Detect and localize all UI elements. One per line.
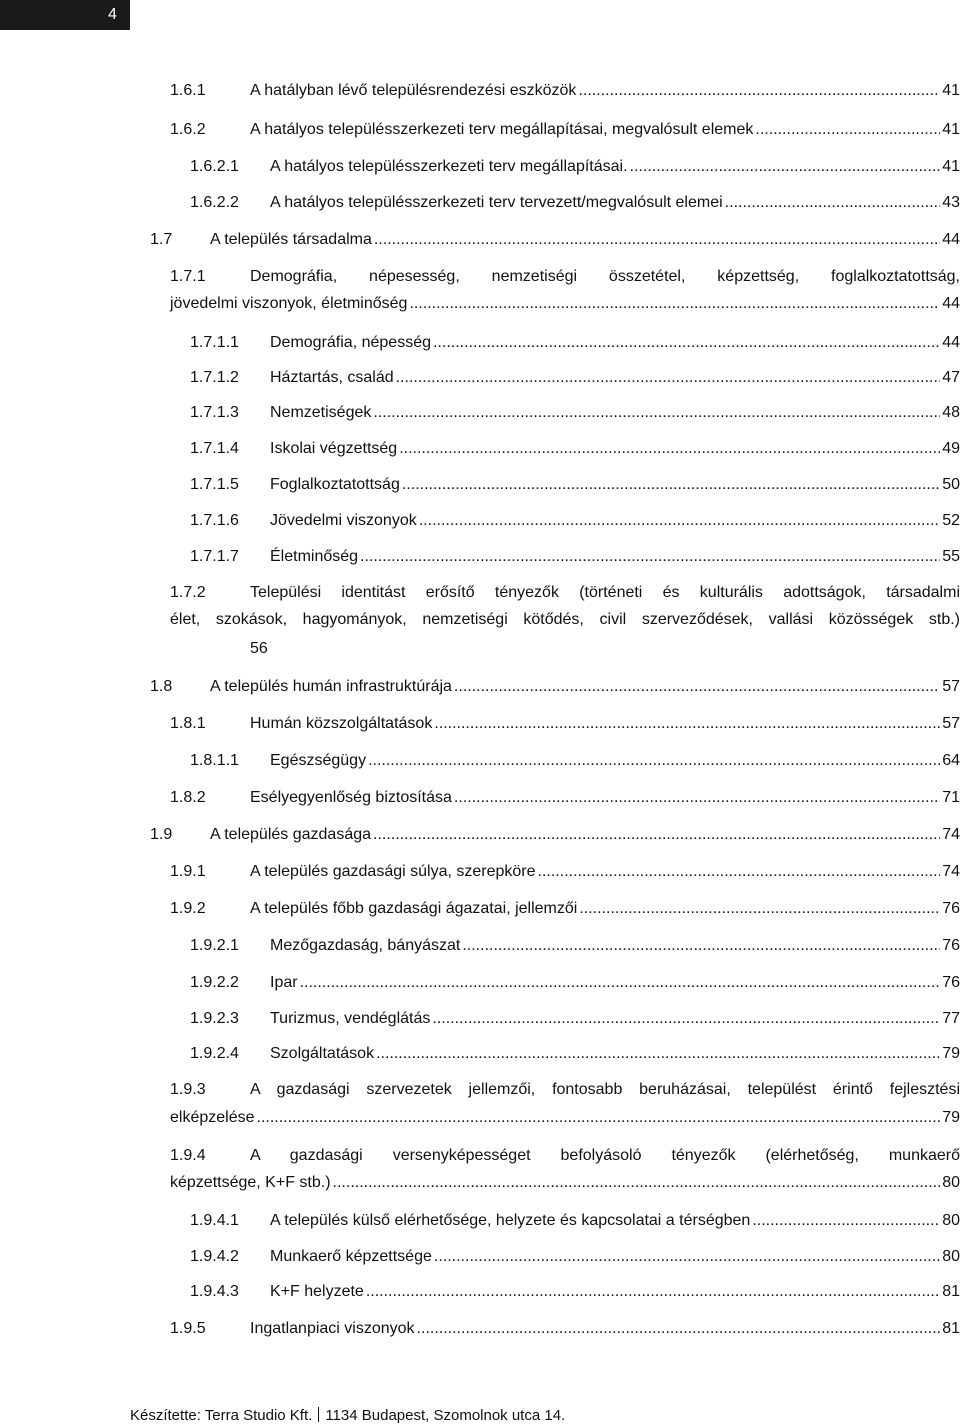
toc-title: A település társadalma xyxy=(210,231,372,248)
toc-entry[interactable] xyxy=(170,787,960,809)
toc-page: 74 xyxy=(942,863,960,880)
toc-entry[interactable] xyxy=(190,156,960,178)
toc-leader xyxy=(409,293,940,315)
toc-leader xyxy=(432,1008,940,1030)
toc-leader xyxy=(374,229,940,251)
toc-number: 1.9.4.1 xyxy=(190,1212,239,1229)
toc-entry[interactable] xyxy=(190,332,960,354)
toc-entry[interactable] xyxy=(190,972,960,994)
toc-leader xyxy=(366,1281,940,1303)
toc-entry[interactable] xyxy=(190,546,960,568)
toc-entry[interactable] xyxy=(170,898,960,920)
toc-page: 76 xyxy=(942,937,960,954)
toc-title: A hatályos településszerkezeti terv megállapításai. xyxy=(270,158,628,175)
toc-number: 1.7.1.7 xyxy=(190,548,239,565)
toc-entry-line2[interactable] xyxy=(170,1107,960,1129)
toc-title: Demográfia, népesesség, nemzetiségi összetétel, képzettség, foglalkoztatottság, xyxy=(250,268,960,285)
toc-number: 1.9.4.2 xyxy=(190,1248,239,1265)
toc-number: 1.9.1 xyxy=(170,863,206,880)
footer-separator xyxy=(318,1407,319,1422)
toc-title: Demográfia, népesség xyxy=(270,334,431,351)
toc-leader xyxy=(755,119,940,141)
toc-page: 80 xyxy=(942,1212,960,1229)
toc-leader xyxy=(368,750,940,772)
toc-page: 76 xyxy=(942,900,960,917)
toc-leader xyxy=(454,676,940,698)
toc-entry[interactable] xyxy=(170,713,960,735)
toc-number: 1.6.2 xyxy=(170,121,206,138)
toc-title: Háztartás, család xyxy=(270,369,394,386)
toc-page: 44 xyxy=(942,334,960,351)
toc-entry-line2[interactable] xyxy=(170,293,960,315)
toc-page: 41 xyxy=(942,82,960,99)
toc-number: 1.8.1 xyxy=(170,715,206,732)
toc-title: Egészségügy xyxy=(270,752,367,769)
toc-leader xyxy=(402,474,940,496)
toc-title: A gazdasági versenyképességet befolyásoló tényezők (elérhetőség, munkaerő xyxy=(250,1147,960,1164)
toc-title-continued: élet, szokások, hagyományok, nemzetiségi kötődés, civil szerveződések, vallási közösségek stb.) xyxy=(170,611,960,628)
toc-page: 64 xyxy=(942,752,960,769)
toc-number: 1.9.3 xyxy=(170,1081,206,1098)
toc-page: 81 xyxy=(942,1320,960,1337)
toc-number: 1.9.2.3 xyxy=(190,1010,239,1027)
toc-page: 43 xyxy=(942,194,960,211)
toc-entry-line1[interactable] xyxy=(170,1079,960,1101)
toc-entry[interactable] xyxy=(170,861,960,883)
toc-number: 1.7.1 xyxy=(170,268,206,285)
toc-title: Mezőgazdaság, bányászat xyxy=(270,937,461,954)
toc-number: 1.9.2.4 xyxy=(190,1045,239,1062)
toc-leader xyxy=(373,402,940,424)
toc-number: 1.9.4.3 xyxy=(190,1283,239,1300)
toc-number: 1.7.1.3 xyxy=(190,404,239,421)
toc-entry[interactable] xyxy=(190,750,960,772)
toc-leader xyxy=(360,546,940,568)
toc-leader xyxy=(538,861,941,883)
page-number: 4 xyxy=(108,6,117,23)
toc-page: 74 xyxy=(942,826,960,843)
toc-entry-line1[interactable] xyxy=(170,266,960,288)
toc-leader xyxy=(417,1318,941,1340)
toc-title: K+F helyzete xyxy=(270,1283,364,1300)
toc-page: 79 xyxy=(942,1109,960,1126)
toc-entry[interactable] xyxy=(170,80,960,102)
toc-page: 80 xyxy=(942,1174,960,1191)
toc-leader xyxy=(752,1210,940,1232)
toc-leader xyxy=(376,1043,940,1065)
toc-leader xyxy=(579,898,940,920)
toc-entry[interactable] xyxy=(190,510,960,532)
toc-number: 1.8 xyxy=(150,678,173,695)
toc-number: 1.7.1.6 xyxy=(190,512,239,529)
toc-title: A település főbb gazdasági ágazatai, jellemzői xyxy=(250,900,578,917)
toc-title: Települési identitást erősítő tényezők (történeti és kulturális adottságok, társadalmi xyxy=(250,584,960,601)
toc-number: 1.9 xyxy=(150,826,173,843)
toc-page: 48 xyxy=(942,404,960,421)
toc-entry[interactable] xyxy=(190,1210,960,1232)
toc-leader xyxy=(454,787,940,809)
toc-number: 1.9.2 xyxy=(170,900,206,917)
toc-number: 1.7.1.5 xyxy=(190,476,239,493)
toc-entry[interactable] xyxy=(150,824,960,846)
toc-page: 81 xyxy=(942,1283,960,1300)
toc-entry[interactable] xyxy=(170,1318,960,1340)
toc-entry[interactable] xyxy=(190,1043,960,1065)
toc-page: 71 xyxy=(942,789,960,806)
toc-entry-line2[interactable] xyxy=(170,1172,960,1194)
toc-entry[interactable] xyxy=(190,1281,960,1303)
toc-number: 1.9.2.2 xyxy=(190,974,239,991)
toc-title-continued: elképzelése xyxy=(170,1109,255,1126)
toc-entry[interactable] xyxy=(190,402,960,424)
toc-page: 49 xyxy=(942,440,960,457)
toc-page: 50 xyxy=(942,476,960,493)
toc-leader xyxy=(630,156,941,178)
toc-leader xyxy=(434,1246,940,1268)
toc-title: A település gazdasági súlya, szerepköre xyxy=(250,863,536,880)
toc-page: 56 xyxy=(250,640,268,657)
toc-leader xyxy=(257,1107,941,1129)
toc-leader xyxy=(300,972,941,994)
toc-title: Turizmus, vendéglátás xyxy=(270,1010,431,1027)
toc-number: 1.6.2.1 xyxy=(190,158,239,175)
toc-leader xyxy=(462,935,940,957)
toc-entry-line3[interactable] xyxy=(250,638,450,660)
toc-leader xyxy=(373,824,940,846)
toc-leader xyxy=(725,192,941,214)
toc-title: Jövedelmi viszonyok xyxy=(270,512,417,529)
toc-entry[interactable] xyxy=(190,1008,960,1030)
toc-page: 57 xyxy=(942,678,960,695)
toc-title: Esélyegyenlőség biztosítása xyxy=(250,789,452,806)
toc-number: 1.8.1.1 xyxy=(190,752,239,769)
toc-leader xyxy=(333,1172,941,1194)
toc-entry-line1[interactable] xyxy=(170,1145,960,1167)
toc-title-continued: képzettsége, K+F stb.) xyxy=(170,1174,331,1191)
toc-title: Humán közszolgáltatások xyxy=(250,715,433,732)
toc-number: 1.7 xyxy=(150,231,173,248)
toc-entry[interactable] xyxy=(150,676,960,698)
toc-number: 1.7.1.1 xyxy=(190,334,239,351)
toc-entry[interactable] xyxy=(190,935,960,957)
toc-entry[interactable] xyxy=(150,229,960,251)
toc-title: A település külső elérhetősége, helyzete és kapcsolatai a térségben xyxy=(270,1212,751,1229)
toc-number: 1.9.4 xyxy=(170,1147,206,1164)
toc-page: 52 xyxy=(942,512,960,529)
toc-title: A gazdasági szervezetek jellemzői, fontosabb beruházásai, települést érintő fejlesztési xyxy=(250,1081,960,1098)
toc-title: A település humán infrastruktúrája xyxy=(210,678,452,695)
toc-page: 77 xyxy=(942,1010,960,1027)
toc-entry[interactable] xyxy=(190,367,960,389)
footer-author: Készítette: Terra Studio Kft. xyxy=(130,1407,313,1424)
toc-page: 47 xyxy=(942,369,960,386)
toc-number: 1.7.1.4 xyxy=(190,440,239,457)
toc-title: Foglalkoztatottság xyxy=(270,476,400,493)
footer-address: 1134 Budapest, Szomolnok utca 14. xyxy=(325,1407,566,1424)
toc-page: 57 xyxy=(942,715,960,732)
toc-entry[interactable] xyxy=(170,119,960,141)
page-footer xyxy=(130,1407,565,1424)
toc-leader xyxy=(433,332,940,354)
toc-title: Munkaerő képzettsége xyxy=(270,1248,432,1265)
toc-title: A hatályos településszerkezeti terv tervezett/megvalósult elemei xyxy=(270,194,723,211)
toc-entry[interactable] xyxy=(190,192,960,214)
toc-page: 76 xyxy=(942,974,960,991)
toc-page: 44 xyxy=(942,295,960,312)
toc-title: A hatályban lévő településrendezési eszközök xyxy=(250,82,577,99)
toc-title: A település gazdasága xyxy=(210,826,372,843)
toc-number: 1.7.1.2 xyxy=(190,369,239,386)
toc-number: 1.6.1 xyxy=(170,82,206,99)
toc-leader xyxy=(396,367,941,389)
toc-title: A hatályos településszerkezeti terv megállapításai, megvalósult elemek xyxy=(250,121,754,138)
toc-title: Nemzetiségek xyxy=(270,404,372,421)
toc-title: Iskolai végzettség xyxy=(270,440,398,457)
toc-number: 1.9.5 xyxy=(170,1320,206,1337)
toc-page: 80 xyxy=(942,1248,960,1265)
toc-title: Szolgáltatások xyxy=(270,1045,375,1062)
toc-entry-line2[interactable] xyxy=(170,609,960,631)
toc-entry[interactable] xyxy=(190,438,960,460)
toc-title-continued: jövedelmi viszonyok, életminőség xyxy=(170,295,408,312)
toc-page: 41 xyxy=(942,158,960,175)
page-number-badge xyxy=(0,0,130,30)
toc-leader xyxy=(399,438,940,460)
toc-entry[interactable] xyxy=(190,1246,960,1268)
toc-leader xyxy=(578,80,940,102)
toc-entry[interactable] xyxy=(190,474,960,496)
toc-number: 1.6.2.2 xyxy=(190,194,239,211)
toc-number: 1.9.2.1 xyxy=(190,937,239,954)
toc-number: 1.8.2 xyxy=(170,789,206,806)
toc-page: 55 xyxy=(942,548,960,565)
toc-leader xyxy=(419,510,940,532)
toc-page: 41 xyxy=(942,121,960,138)
toc-page: 79 xyxy=(942,1045,960,1062)
toc-page: 44 xyxy=(942,231,960,248)
toc-entry-line1[interactable] xyxy=(170,582,960,604)
toc-number: 1.7.2 xyxy=(170,584,206,601)
toc-title: Ipar xyxy=(270,974,298,991)
toc-title: Ingatlanpiaci viszonyok xyxy=(250,1320,415,1337)
toc-leader xyxy=(434,713,940,735)
toc-title: Életminőség xyxy=(270,548,359,565)
